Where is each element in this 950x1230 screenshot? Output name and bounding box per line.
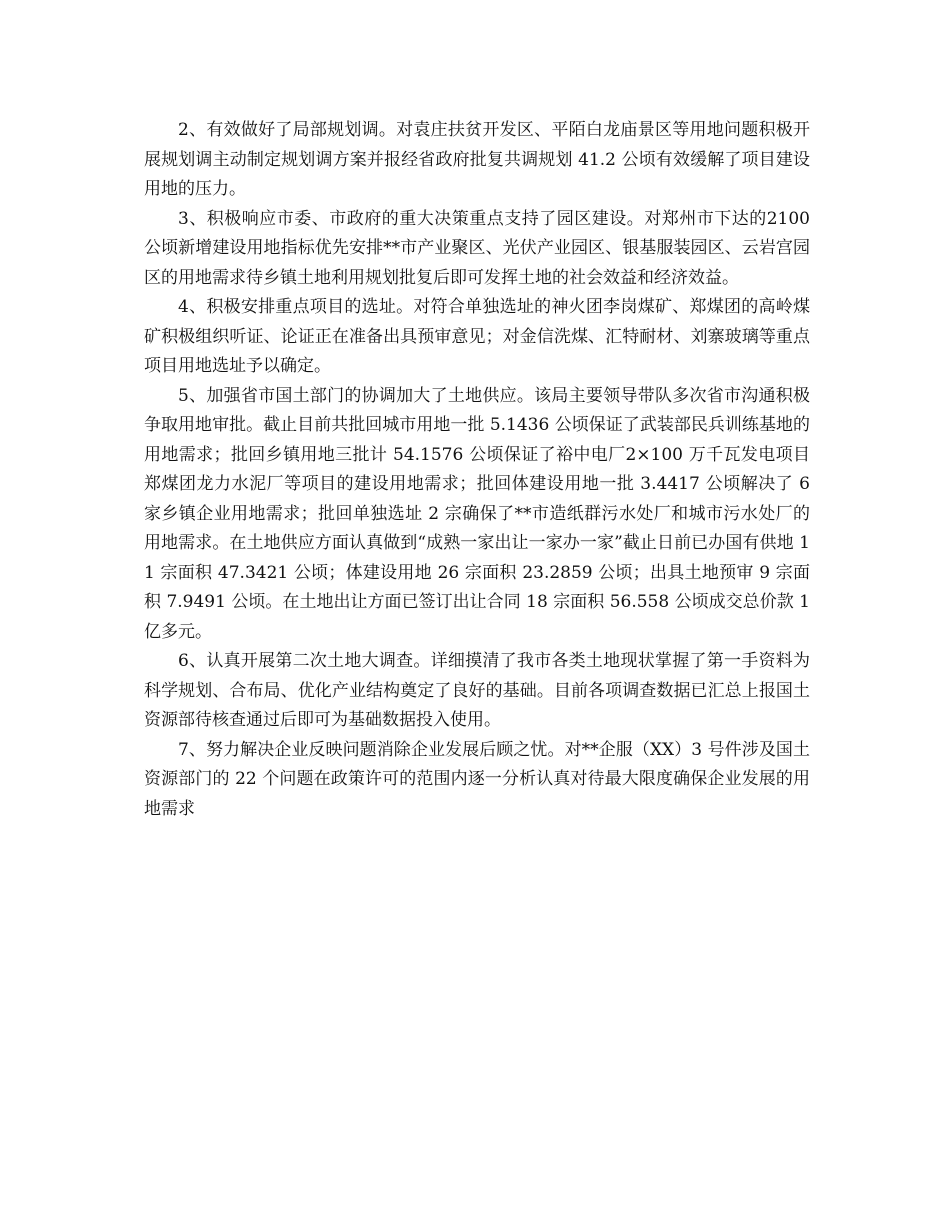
paragraph-2-local-planning: 2、有效做好了局部规划调。对袁庄扶贫开发区、平陌白龙庙景区等用地问题积极开展规划调主动制定规划调方案并报经省政府批复共调规划 41.2 公顷有效缓解了项目建设用地的压力。 (144, 120, 810, 199)
paragraph-5-land-supply: 5、加强省市国土部门的协调加大了土地供应。该局主要领导带队多次省市沟通积极争取用地审批。截止目前共批回城市用地一批 5.1436 公顷保证了武装部民兵训练基地的用地需求；批回乡镇用地三批计 54.1576 公顷保证了裕中电厂2×100 万千瓦发电项目郑煤团龙力水泥厂等项目的建设用地需求；批回体建设用地一批 3.4417 公顷解决了 6 家乡镇企业用地需求；批回单独选址 2 宗确保了**市造纸群污水处厂和城市污水处厂的用地需求。在土地供应方面认真做到“成熟一家出让一家办一家”截止日前已办国有供地 11 宗面积 47.3421 公顷；体建设用地 26 宗面积 23.2859 公顷；出具土地预审 9 宗面积 7.9491 公顷。在土地出让方面已签订出让合同 18 宗面积 56.558 公顷成交总价款 1 亿多元。 (144, 385, 810, 642)
paragraph-7-enterprise-issues: 7、努力解决企业反映问题消除企业发展后顾之忧。对**企服（XX）3 号件涉及国土资源部门的 22 个问题在政策许可的范围内逐一分析认真对待最大限度确保企业发展的用地需求 (144, 739, 810, 819)
document-body (144, 116, 810, 824)
paragraph-6-land-survey: 6、认真开展第二次土地大调查。详细摸清了我市各类土地现状掌握了第一手资料为科学规划、合布局、优化产业结构奠定了良好的基础。目前各项调查数据已汇总上报国土资源部待核查通过后即可为基础数据投入使用。 (144, 651, 810, 730)
paragraph-3-park-construction: 3、积极响应市委、市政府的重大决策重点支持了园区建设。对郑州市下达的2100 公顷新增建设用地指标优先安排**市产业聚区、光伏产业园区、银基服装园区、云岩宫园区的用地需求待乡镇土地利用规划批复后即可发挥土地的社会效益和经济效益。 (144, 208, 810, 288)
paragraph-4-project-siting: 4、积极安排重点项目的选址。对符合单独选址的神火团李岗煤矿、郑煤团的高岭煤矿积极组织听证、论证正在准备出具预审意见；对金信洗煤、汇特耐材、刘寨玻璃等重点项目用地选址予以确定。 (144, 297, 810, 376)
